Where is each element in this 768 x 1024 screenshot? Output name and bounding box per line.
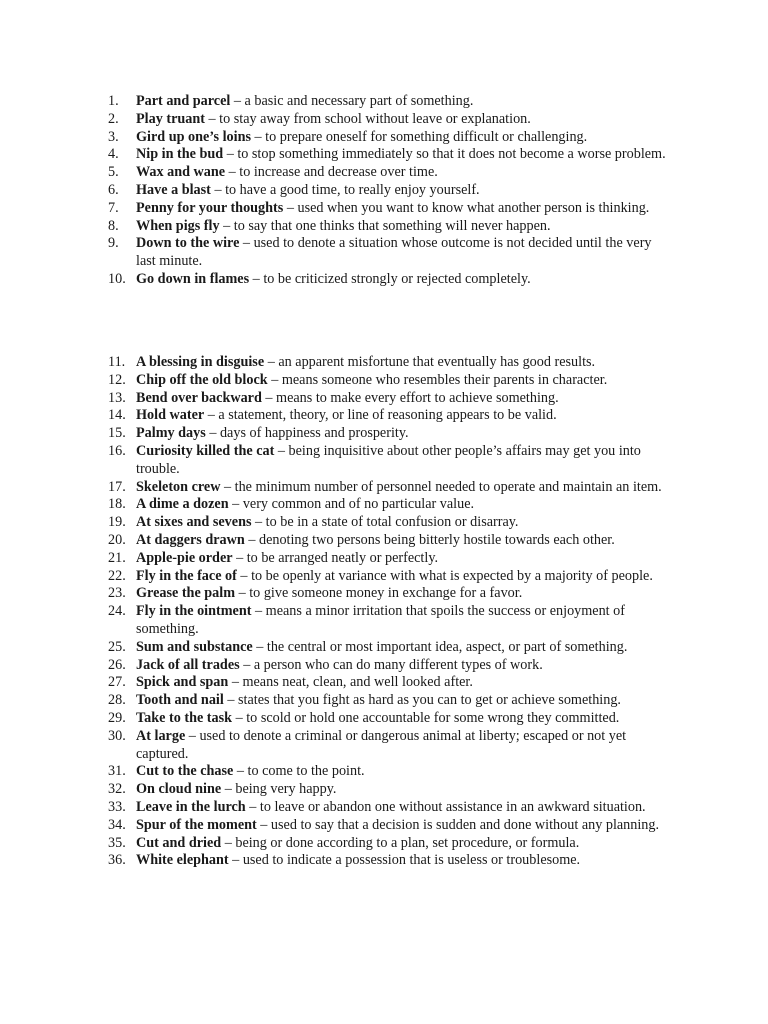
idiom-definition: to prepare oneself for something difficult or challenging. [265, 128, 588, 145]
idiom-term: Spick and span [136, 674, 229, 691]
list-item [108, 390, 668, 408]
list-item [108, 164, 668, 182]
separator-dash: – [252, 638, 267, 655]
separator-dash: – [267, 371, 282, 388]
idiom-definition: states that you fight as hard as you can to get or achieve something. [238, 692, 621, 709]
idiom-definition: a person who can do many different types of work. [253, 656, 543, 673]
idiom-definition: a statement, theory, or line of reasoning appears to be valid. [218, 407, 557, 424]
idiom-definition: used when you want to know what another person is thinking. [297, 199, 650, 216]
item-number: 27. [108, 674, 126, 691]
idiom-definition: to be in a state of total confusion or disarray. [265, 514, 519, 531]
idiom-term: Fly in the face of [136, 567, 237, 584]
item-number: 5. [108, 164, 119, 181]
list-item [108, 852, 668, 870]
idiom-definition: very common and of no particular value. [242, 496, 475, 513]
idiom-definition: to say that one thinks that something will never happen. [233, 217, 551, 234]
item-number: 1. [108, 93, 119, 109]
idiom-definition: to have a good time, to really enjoy yourself. [225, 181, 480, 198]
list-item [108, 407, 668, 425]
separator-dash: – [221, 781, 236, 798]
list-item [108, 799, 668, 817]
item-number: 6. [108, 181, 119, 198]
item-number: 22. [108, 567, 126, 584]
separator-dash: – [223, 692, 238, 709]
idiom-definition: the central or most important idea, aspect, or part of something. [266, 638, 628, 655]
separator-dash: – [232, 549, 247, 566]
item-number: 26. [108, 656, 126, 673]
list-item [108, 585, 668, 603]
item-number: 12. [108, 371, 126, 388]
idiom-definition: an apparent misfortune that eventually has good results. [278, 354, 596, 370]
idiom-term: Palmy days [136, 425, 206, 442]
list-item [108, 674, 668, 692]
idiom-definition: means neat, clean, and well looked after. [242, 674, 473, 691]
list-item [108, 603, 668, 639]
idiom-term: Spur of the moment [136, 816, 257, 833]
separator-dash: – [250, 128, 266, 145]
idiom-definition: means someone who resembles their parents in character. [281, 371, 608, 388]
item-number: 33. [108, 798, 126, 815]
list-item [108, 817, 668, 835]
list-item [108, 728, 668, 764]
separator-dash: – [251, 603, 266, 620]
separator-dash: – [221, 834, 236, 851]
separator-dash: – [239, 235, 254, 252]
idiom-definition: to stop something immediately so that it does not become a worse problem. [237, 146, 666, 163]
idiom-term: Nip in the bud [136, 146, 224, 163]
idiom-term: Penny for your thoughts [136, 199, 284, 216]
idiom-term: Chip off the old block [136, 371, 268, 388]
idiom-term: Take to the task [136, 709, 233, 726]
item-number: 32. [108, 781, 126, 798]
item-number: 9. [108, 235, 119, 252]
item-number: 25. [108, 638, 126, 655]
list-item [108, 532, 668, 550]
separator-dash: – [223, 146, 238, 163]
list-item [108, 710, 668, 728]
idiom-definition: used to say that a decision is sudden and done without any planning. [270, 816, 660, 833]
item-number: 8. [108, 217, 119, 234]
list-item [108, 568, 668, 586]
list-item [108, 235, 668, 271]
item-number: 28. [108, 692, 126, 709]
idiom-definition: to be openly at variance with what is expected by a majority of people. [251, 567, 653, 584]
idiom-term: Go down in flames [136, 270, 250, 287]
separator-dash: – [264, 354, 279, 370]
list-item [108, 218, 668, 236]
list-item [108, 372, 668, 390]
idiom-term: Gird up one’s loins [136, 128, 251, 145]
separator-dash: – [235, 585, 250, 602]
item-number: 3. [108, 128, 119, 145]
item-number: 17. [108, 478, 126, 495]
item-number: 35. [108, 834, 126, 851]
idiom-definition: being very happy. [235, 781, 337, 798]
idiom-term: Part and parcel [136, 93, 231, 109]
list-item [108, 479, 668, 497]
list-item [108, 129, 668, 147]
idiom-definition: to increase and decrease over time. [239, 164, 438, 181]
list-item [108, 835, 668, 853]
separator-dash: – [251, 514, 266, 531]
separator-dash: – [232, 709, 247, 726]
item-number: 21. [108, 549, 126, 566]
idiom-term: At sixes and sevens [136, 514, 252, 531]
idiom-term: Fly in the ointment [136, 603, 252, 620]
list-item [108, 550, 668, 568]
item-number: 31. [108, 763, 126, 780]
separator-dash: – [204, 407, 219, 424]
idiom-definition: being inquisitive about other people’s affairs may get you into trouble. [136, 442, 641, 477]
idiom-term: On cloud nine [136, 781, 222, 798]
item-number: 24. [108, 603, 126, 620]
separator-dash: – [239, 656, 254, 673]
idiom-definition: to give someone money in exchange for a favor. [249, 585, 523, 602]
idiom-term: At large [136, 727, 186, 744]
idiom-term: Down to the wire [136, 235, 240, 252]
separator-dash: – [225, 164, 240, 181]
list-item [108, 781, 668, 799]
list-item [108, 271, 668, 289]
item-number: 23. [108, 585, 126, 602]
idiom-term: A dime a dozen [136, 496, 229, 513]
idiom-term: Skeleton crew [136, 478, 221, 495]
separator-dash: – [210, 181, 226, 198]
idiom-definition: days of happiness and prosperity. [219, 425, 409, 442]
separator-dash: – [205, 425, 220, 442]
idiom-term: Cut and dried [136, 834, 222, 851]
separator-dash: – [256, 816, 271, 833]
separator-dash: – [233, 763, 248, 780]
idiom-term: Play truant [136, 110, 205, 127]
idiom-term: Bend over backward [136, 389, 262, 406]
idiom-list-1 [108, 93, 668, 289]
item-number: 14. [108, 407, 126, 424]
list-item [108, 146, 668, 164]
item-number: 15. [108, 425, 126, 442]
separator-dash: – [204, 110, 220, 127]
separator-dash: – [261, 389, 277, 406]
item-number: 13. [108, 389, 126, 406]
separator-dash: – [219, 217, 234, 234]
separator-dash: – [220, 478, 235, 495]
separator-dash: – [274, 442, 289, 459]
idiom-definition: denoting two persons being bitterly hostile towards each other. [258, 531, 615, 548]
idiom-term: Apple-pie order [136, 549, 233, 566]
list-item [108, 443, 668, 479]
list-item [108, 496, 668, 514]
item-number: 11. [108, 354, 126, 370]
idiom-definition: being or done according to a plan, set procedure, or formula. [235, 834, 580, 851]
separator-dash: – [228, 852, 243, 869]
idiom-definition: to come to the point. [247, 763, 365, 780]
idiom-definition: a basic and necessary part of something. [244, 93, 474, 109]
list-item [108, 763, 668, 781]
item-number: 10. [108, 270, 126, 287]
item-number: 4. [108, 146, 119, 163]
list-item [108, 639, 668, 657]
item-number: 29. [108, 709, 126, 726]
idiom-definition: used to denote a criminal or dangerous animal at liberty; escaped or not yet captured. [136, 727, 627, 762]
separator-dash: – [185, 727, 200, 744]
idiom-definition: used to indicate a possession that is useless or troublesome. [242, 852, 581, 869]
idiom-list-2 [108, 354, 668, 870]
list-item [108, 200, 668, 218]
list-item [108, 425, 668, 443]
separator-dash: – [228, 674, 243, 691]
item-number: 2. [108, 110, 119, 127]
idiom-term: Leave in the lurch [136, 798, 246, 815]
item-number: 19. [108, 514, 126, 531]
idiom-definition: to be arranged neatly or perfectly. [246, 549, 439, 566]
list-item [108, 657, 668, 675]
idiom-definition: used to denote a situation whose outcome is not decided until the very last minute. [136, 235, 652, 270]
idiom-definition: to stay away from school without leave or explanation. [219, 110, 531, 127]
idiom-term: Tooth and nail [136, 692, 224, 709]
item-number: 7. [108, 199, 119, 216]
idiom-term: Curiosity killed the cat [136, 442, 275, 459]
idiom-term: Have a blast [136, 181, 211, 198]
idiom-term: Jack of all trades [136, 656, 240, 673]
idiom-term: A blessing in disguise [136, 354, 265, 370]
idiom-definition: the minimum number of personnel needed to operate and maintain an item. [234, 478, 662, 495]
idiom-definition: means a minor irritation that spoils the success or enjoyment of something. [136, 603, 625, 637]
separator-dash: – [230, 93, 245, 109]
separator-dash: – [236, 567, 252, 584]
list-item [108, 111, 668, 129]
separator-dash: – [228, 496, 243, 513]
item-number: 20. [108, 531, 126, 548]
idiom-definition: to scold or hold one accountable for some wrong they committed. [246, 709, 620, 726]
separator-dash: – [283, 199, 298, 216]
idiom-definition: to leave or abandon one without assistance in an awkward situation. [259, 798, 646, 815]
idiom-term: Hold water [136, 407, 205, 424]
item-number: 16. [108, 442, 126, 459]
idiom-term: At daggers drawn [136, 531, 245, 548]
idiom-term: Cut to the chase [136, 763, 234, 780]
item-number: 36. [108, 852, 126, 869]
list-item [108, 692, 668, 710]
idiom-term: When pigs fly [136, 217, 220, 234]
list-item [108, 182, 668, 200]
idiom-term: Sum and substance [136, 638, 253, 655]
item-number: 18. [108, 496, 126, 513]
item-number: 34. [108, 816, 126, 833]
list-item [108, 514, 668, 532]
idiom-term: Grease the palm [136, 585, 236, 602]
item-number: 30. [108, 727, 126, 744]
idiom-term: White elephant [136, 852, 229, 869]
idiom-term: Wax and wane [136, 164, 226, 181]
list-item [108, 93, 668, 111]
separator-dash: – [244, 531, 259, 548]
separator-dash: – [245, 798, 260, 815]
separator-dash: – [249, 270, 264, 287]
idiom-definition: to be criticized strongly or rejected completely. [263, 270, 531, 287]
list-item [108, 354, 668, 372]
idiom-definition: means to make every effort to achieve something. [276, 389, 559, 406]
